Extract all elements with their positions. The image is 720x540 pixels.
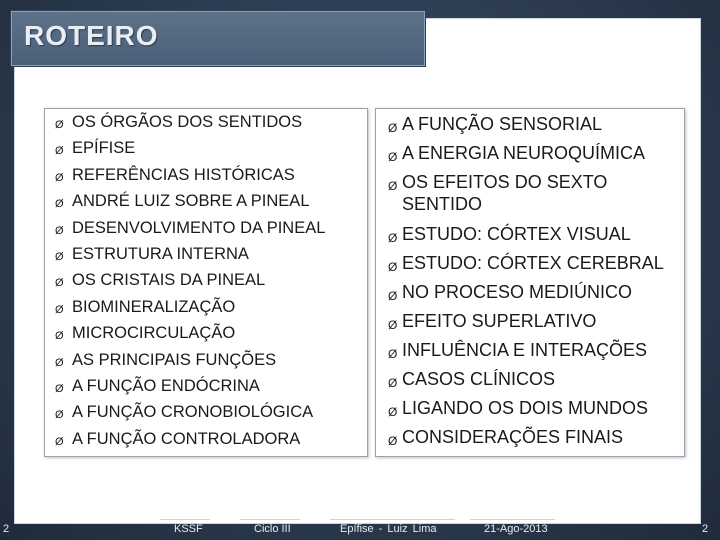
list-item <box>388 281 678 307</box>
list-item <box>55 245 249 267</box>
list-item <box>55 403 313 425</box>
list-item-label: A FUNÇÃO SENSORIAL <box>402 114 603 134</box>
footer-divider <box>160 519 210 520</box>
list-item <box>55 351 276 373</box>
list-item <box>388 113 678 139</box>
list-item <box>388 142 678 168</box>
list-item-label: ANDRÉ LUIZ SOBRE A PINEAL <box>72 192 310 211</box>
arrow-bullet-icon: Ø <box>55 119 64 131</box>
list-item-label: A FUNÇÃO CONTROLADORA <box>72 429 301 448</box>
arrow-bullet-icon: Ø <box>388 260 398 274</box>
left-topic-box <box>44 108 368 457</box>
arrow-bullet-icon: Ø <box>55 356 64 369</box>
footer-org: KSSF <box>174 523 203 535</box>
arrow-bullet-icon: Ø <box>55 409 64 422</box>
list-item-label: A FUNÇÃO CRONOBIOLÓGICA <box>72 403 314 422</box>
list-item-label: LIGANDO OS DOIS MUNDOS <box>402 398 649 418</box>
arrow-bullet-icon: Ø <box>388 434 398 448</box>
arrow-bullet-icon: Ø <box>55 383 64 395</box>
arrow-bullet-icon: Ø <box>55 303 64 316</box>
arrow-bullet-icon: Ø <box>55 330 64 343</box>
list-item-label: AS PRINCIPAIS FUNÇÕES <box>72 350 277 369</box>
list-item-label: ESTRUTURA INTERNA <box>72 245 249 263</box>
list-item <box>388 252 678 278</box>
list-item <box>55 377 260 399</box>
page-number-right: 2 <box>702 523 709 535</box>
list-item-label: DESENVOLVIMENTO DA PINEAL <box>72 218 326 237</box>
arrow-bullet-icon: Ø <box>388 231 398 245</box>
footer-date: 21-Ago-2013 <box>484 523 548 535</box>
list-item-label: OS ÓRGÃOS DOS SENTIDOS <box>72 113 303 131</box>
list-item <box>388 397 678 423</box>
list-item-label: ESTUDO: CÓRTEX VISUAL <box>402 224 631 244</box>
list-item-label: A ENERGIA NEUROQUÍMICA <box>402 143 646 163</box>
page-number-left: 2 <box>3 523 10 535</box>
arrow-bullet-icon: Ø <box>55 277 64 290</box>
arrow-bullet-icon: Ø <box>388 121 398 135</box>
list-item-label: OS CRISTAIS DA PINEAL <box>72 271 266 290</box>
arrow-bullet-icon: Ø <box>388 179 398 193</box>
list-item <box>55 166 295 188</box>
right-topic-box <box>375 108 685 457</box>
arrow-bullet-icon: Ø <box>388 318 398 332</box>
footer-divider <box>240 519 300 520</box>
list-item-label: CONSIDERAÇÕES FINAIS <box>402 427 624 447</box>
arrow-bullet-icon: Ø <box>55 251 64 263</box>
list-item <box>388 223 678 249</box>
arrow-bullet-icon: Ø <box>388 150 398 164</box>
list-item-label: CASOS CLÍNICOS <box>402 369 556 389</box>
list-item <box>55 192 310 214</box>
arrow-bullet-icon: Ø <box>388 289 398 303</box>
list-item-label: ESTUDO: CÓRTEX CEREBRAL <box>402 253 664 273</box>
list-item <box>388 339 678 365</box>
footer-topic: Epífise - Luiz Lima <box>340 523 437 535</box>
list-item-label: A FUNÇÃO ENDÓCRINA <box>72 377 260 395</box>
list-item-label: OS EFEITOS DO SEXTO SENTIDO <box>402 172 608 214</box>
list-item-label: EPÍFISE <box>72 139 136 158</box>
list-item <box>55 430 300 452</box>
slide-title: ROTEIRO <box>24 20 159 51</box>
list-item-label: NO PROCESO MEDIÚNICO <box>402 282 633 302</box>
arrow-bullet-icon: Ø <box>55 224 64 237</box>
list-item <box>388 310 678 336</box>
footer-divider <box>470 519 555 520</box>
arrow-bullet-icon: Ø <box>388 405 398 419</box>
arrow-bullet-icon: Ø <box>388 347 398 361</box>
list-item-label: REFERÊNCIAS HISTÓRICAS <box>72 165 295 184</box>
footer-cycle: Ciclo III <box>254 523 291 535</box>
list-item-label: MICROCIRCULAÇÃO <box>72 324 236 343</box>
list-item-label: EFEITO SUPERLATIVO <box>402 311 597 331</box>
list-item <box>388 368 678 394</box>
list-item <box>55 324 235 346</box>
arrow-bullet-icon: Ø <box>55 145 64 158</box>
arrow-bullet-icon: Ø <box>55 198 64 211</box>
arrow-bullet-icon: Ø <box>388 376 398 390</box>
title-bar <box>11 11 425 66</box>
list-item <box>55 113 302 135</box>
list-item-label: INFLUÊNCIA E INTERAÇÕES <box>402 340 648 360</box>
list-item <box>55 219 325 241</box>
list-item <box>55 139 135 161</box>
arrow-bullet-icon: Ø <box>55 435 64 448</box>
arrow-bullet-icon: Ø <box>55 171 64 184</box>
footer-divider <box>330 519 455 520</box>
list-item <box>55 271 265 293</box>
list-item <box>55 298 235 320</box>
list-item <box>388 171 678 215</box>
list-item-label: BIOMINERALIZAÇÃO <box>72 297 236 316</box>
list-item <box>388 426 678 452</box>
